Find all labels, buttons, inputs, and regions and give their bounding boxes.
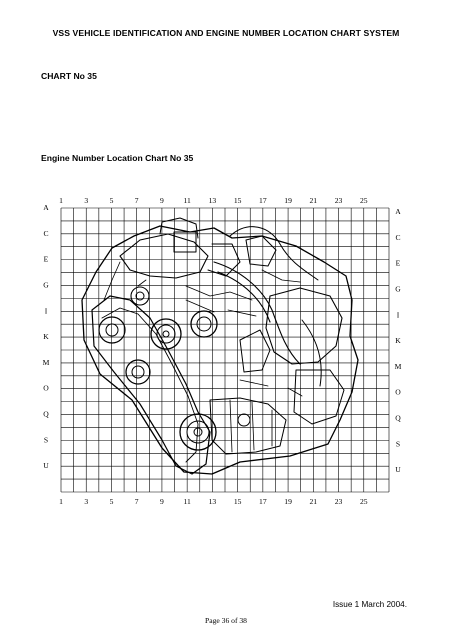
chart-number-label: CHART No 35 bbox=[41, 71, 97, 81]
column-label-bottom: 19 bbox=[284, 497, 292, 506]
column-label-top: 7 bbox=[134, 196, 139, 205]
document-title: VSS VEHICLE IDENTIFICATION AND ENGINE NUMBER LOCATION CHART SYSTEM bbox=[52, 28, 400, 38]
column-label-bottom: 3 bbox=[84, 497, 89, 506]
column-label-top: 19 bbox=[284, 196, 292, 205]
row-labels-right bbox=[395, 207, 402, 474]
issue-date: Issue 1 March 2004. bbox=[332, 600, 407, 609]
row-label-left: M bbox=[42, 357, 50, 367]
column-label-top: 11 bbox=[183, 196, 191, 205]
column-label-bottom: 23 bbox=[334, 497, 343, 506]
row-label-right: Q bbox=[395, 413, 401, 423]
row-label-right: K bbox=[395, 336, 401, 346]
column-label-bottom: 15 bbox=[233, 497, 242, 506]
column-label-top: 23 bbox=[334, 196, 343, 205]
engine-illustration-icon bbox=[82, 218, 358, 474]
row-label-right: S bbox=[395, 439, 401, 449]
row-label-left: C bbox=[43, 228, 49, 238]
column-label-bottom: 25 bbox=[359, 497, 368, 506]
row-label-left: A bbox=[43, 203, 49, 212]
row-label-right: A bbox=[395, 207, 401, 216]
row-label-left: I bbox=[44, 306, 48, 316]
column-label-bottom: 1 bbox=[59, 497, 63, 506]
column-label-bottom: 11 bbox=[183, 497, 191, 506]
section-title: Engine Number Location Chart No 35 bbox=[41, 153, 194, 163]
column-label-top: 25 bbox=[359, 196, 368, 205]
column-label-top: 21 bbox=[309, 196, 318, 205]
column-label-bottom: 9 bbox=[160, 497, 164, 506]
row-label-right: M bbox=[394, 361, 402, 371]
row-label-right: C bbox=[395, 232, 401, 242]
column-label-top: 1 bbox=[59, 196, 63, 205]
row-label-left: E bbox=[43, 254, 49, 264]
column-label-bottom: 13 bbox=[208, 497, 217, 506]
row-label-left: Q bbox=[43, 409, 49, 419]
column-label-bottom: 7 bbox=[134, 497, 139, 506]
row-label-left: K bbox=[43, 332, 49, 342]
row-label-right: I bbox=[396, 310, 400, 320]
column-labels-top bbox=[59, 196, 368, 205]
row-label-right: U bbox=[395, 465, 401, 475]
column-label-bottom: 17 bbox=[259, 497, 267, 506]
column-label-top: 13 bbox=[208, 196, 217, 205]
row-label-left: G bbox=[43, 280, 49, 290]
column-label-top: 3 bbox=[84, 196, 89, 205]
column-labels-bottom bbox=[59, 497, 368, 506]
column-label-bottom: 5 bbox=[109, 497, 114, 506]
row-labels-left bbox=[43, 203, 50, 470]
column-label-top: 17 bbox=[259, 196, 267, 205]
row-label-left: U bbox=[43, 461, 49, 471]
row-label-left: S bbox=[43, 435, 49, 445]
row-label-right: E bbox=[395, 258, 401, 268]
row-label-right: G bbox=[395, 284, 401, 294]
column-label-top: 9 bbox=[160, 196, 164, 205]
column-label-top: 5 bbox=[109, 196, 114, 205]
column-label-bottom: 21 bbox=[309, 497, 318, 506]
row-label-right: O bbox=[395, 387, 401, 397]
column-label-top: 15 bbox=[233, 196, 242, 205]
page-number: Page 36 of 38 bbox=[205, 616, 247, 625]
row-label-left: O bbox=[43, 383, 49, 393]
